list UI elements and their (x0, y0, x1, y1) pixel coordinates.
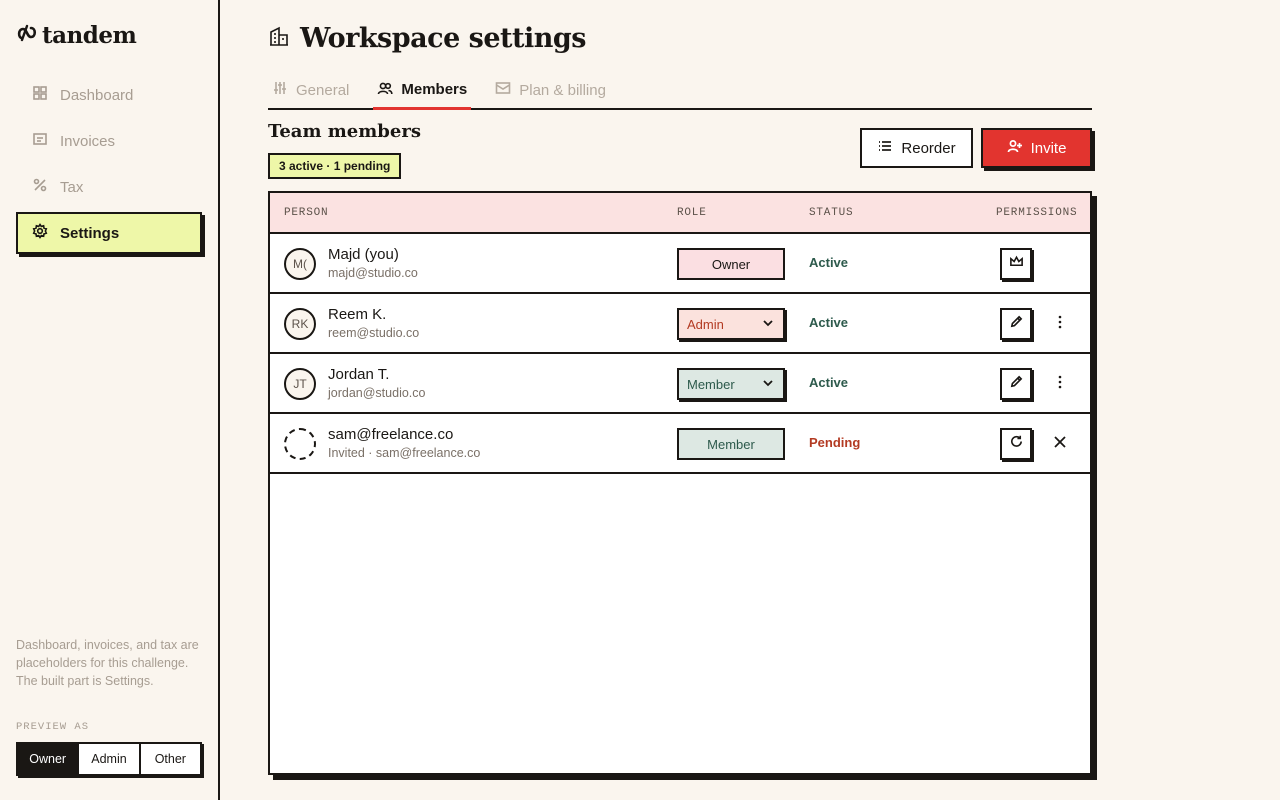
building-icon (268, 25, 290, 52)
receipt-icon (32, 131, 48, 151)
gear-icon (32, 223, 48, 243)
role-badge: Owner (677, 248, 785, 280)
sidebar-item-label: Dashboard (60, 86, 134, 104)
percent-icon (32, 177, 48, 197)
refresh-icon (1009, 434, 1024, 454)
member-name: Majd (you) (328, 246, 399, 263)
member-email: jordan@studio.co (328, 386, 426, 400)
status-label: Pending (809, 435, 861, 450)
table-row (270, 294, 1090, 354)
more-menu-button[interactable] (1048, 371, 1072, 397)
reorder-label: Reorder (901, 139, 956, 157)
users-icon (377, 80, 393, 100)
more-vertical-icon (1052, 314, 1068, 335)
page-header (268, 20, 586, 56)
section-title: Team members (268, 121, 421, 142)
edit-permissions-button[interactable] (1000, 308, 1032, 340)
status-label: Active (809, 375, 849, 390)
more-menu-button[interactable] (1048, 311, 1072, 337)
members-table (268, 191, 1092, 775)
sidebar-item-label: Settings (60, 224, 120, 242)
status-label: Active (809, 255, 849, 270)
table-row (270, 234, 1090, 294)
app-logo[interactable] (16, 20, 136, 50)
column-role: ROLE (677, 206, 707, 219)
role-select[interactable] (677, 368, 785, 400)
sidebar-note: Dashboard, invoices, and tax are placeholders for this challenge. The built part is Settings. (16, 638, 199, 688)
table-row (270, 414, 1090, 474)
chevron-down-icon (761, 376, 775, 393)
table-header (270, 193, 1090, 234)
sidebar-item-label: Invoices (60, 132, 116, 150)
status-label: Active (809, 315, 849, 330)
tab-members[interactable] (373, 72, 471, 110)
invite-label: Invite (1030, 139, 1067, 157)
card-icon (495, 80, 511, 100)
role-badge: Member (677, 428, 785, 460)
member-name: Jordan T. (328, 366, 390, 383)
app-name: tandem (42, 21, 137, 49)
member-email: Invited · sam@freelance.co (328, 446, 481, 460)
preview-admin-button[interactable]: Admin (77, 744, 138, 774)
edit-permissions-button[interactable] (1000, 368, 1032, 400)
avatar: M( (284, 248, 316, 280)
preview-owner-button[interactable]: Owner (18, 744, 77, 774)
avatar-placeholder (284, 428, 316, 460)
sidebar-nav (16, 74, 202, 258)
settings-tabs (268, 72, 1092, 110)
list-icon (877, 138, 893, 158)
member-email: reem@studio.co (328, 326, 420, 340)
tab-label: Members (401, 81, 468, 98)
sidebar-item-invoices[interactable] (16, 120, 202, 162)
tandem-logo-icon (16, 22, 38, 49)
preview-as-label: PREVIEW AS (16, 721, 90, 733)
role-select-value: Member (687, 376, 735, 392)
column-status: STATUS (809, 206, 854, 219)
tab-label: Plan & billing (519, 81, 606, 99)
sliders-icon (272, 80, 288, 100)
reorder-button[interactable] (860, 128, 973, 168)
revoke-invite-button[interactable] (1048, 431, 1072, 457)
tab-general[interactable] (268, 72, 353, 108)
more-vertical-icon (1052, 374, 1068, 395)
table-row (270, 354, 1090, 414)
invite-button[interactable] (981, 128, 1092, 168)
resend-invite-button[interactable] (1000, 428, 1032, 460)
user-plus-icon (1007, 138, 1023, 158)
preview-as-switcher (16, 742, 202, 776)
avatar: RK (284, 308, 316, 340)
pencil-icon (1009, 314, 1024, 334)
preview-other-button[interactable]: Other (139, 744, 200, 774)
role-select[interactable] (677, 308, 785, 340)
role-select-value: Admin (687, 316, 724, 332)
close-icon (1052, 434, 1068, 455)
column-permissions: PERMISSIONS (996, 206, 1078, 219)
permissions-button[interactable] (1000, 248, 1032, 280)
grid-icon (32, 85, 48, 105)
sidebar-item-dashboard[interactable] (16, 74, 202, 116)
member-name: Reem K. (328, 306, 387, 323)
column-person: PERSON (284, 206, 329, 219)
tab-label: General (296, 81, 350, 99)
sidebar-item-label: Tax (60, 178, 84, 196)
sidebar-item-settings[interactable] (16, 212, 202, 254)
avatar: JT (284, 368, 316, 400)
chevron-down-icon (761, 316, 775, 333)
member-count-badge: 3 active · 1 pending (268, 153, 401, 179)
sidebar (0, 0, 220, 800)
page-title: Workspace settings (300, 22, 586, 54)
member-name: sam@freelance.co (328, 426, 454, 443)
crown-icon (1009, 254, 1024, 274)
sidebar-item-tax[interactable] (16, 166, 202, 208)
pencil-icon (1009, 374, 1024, 394)
member-email: majd@studio.co (328, 266, 418, 280)
tab-plan-billing[interactable] (491, 72, 610, 108)
